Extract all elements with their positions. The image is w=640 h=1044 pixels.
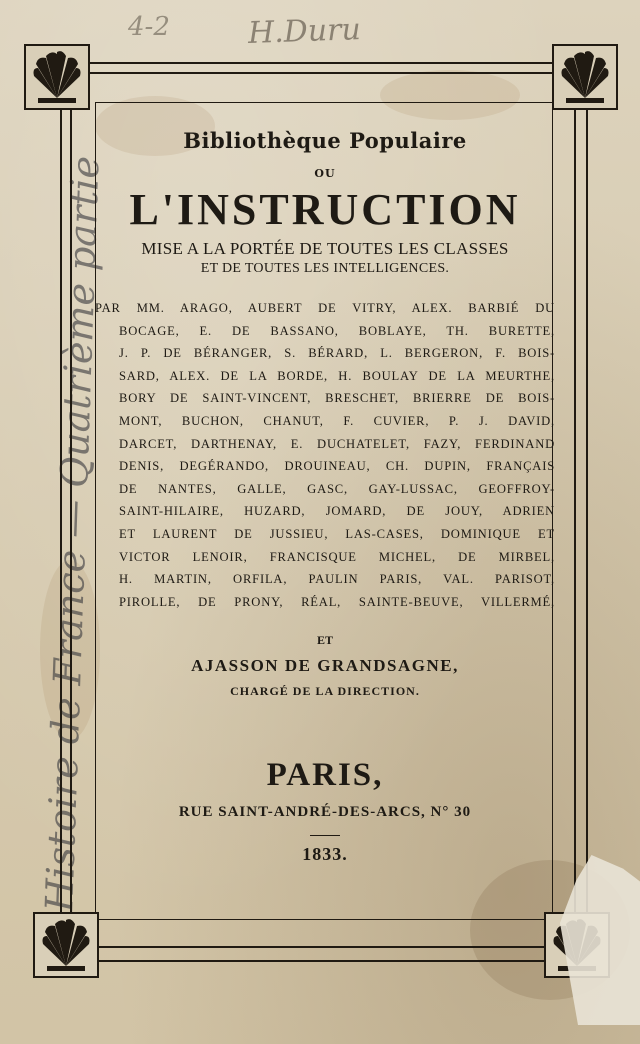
palmette-ornament-icon	[24, 44, 90, 110]
border-rule	[70, 62, 72, 960]
imprint-city: PARIS,	[266, 757, 384, 794]
imprint-address: RUE SAINT-ANDRÉ-DES-ARCS, N° 30	[178, 804, 472, 821]
handwritten-signature: H.Duru	[247, 12, 362, 51]
handwritten-shelfmark: 4-2	[128, 12, 170, 42]
palmette-ornament-icon	[33, 912, 99, 978]
author-line: PAR MM. ARAGO, AUBERT DE VITRY, ALEX. BARBIÉ DU	[95, 301, 555, 315]
subtitle-line-2: ET DE TOUTES LES INTELLIGENCES.	[200, 261, 450, 276]
border-rule	[574, 62, 576, 960]
author-line: J. P. DE BÉRANGER, S. BÉRARD, L. BERGERON, F. BOIS-	[119, 346, 555, 361]
divider-rule	[310, 835, 340, 836]
subtitle-line-1: MISE A LA PORTÉE DE TOUTES LES CLASSES	[141, 239, 509, 258]
conjunction: OU	[314, 167, 336, 180]
author-line: SAINT-HILAIRE, HUZARD, JOMARD, DE JOUY, ADRIEN	[119, 504, 555, 519]
author-line: VICTOR LENOIR, FRANCISQUE MICHEL, DE MIRBEL,	[119, 549, 555, 564]
author-line: H. MARTIN, ORFILA, PAULIN PARIS, VAL. PARISOT,	[119, 572, 555, 587]
author-line: BORY DE SAINT-VINCENT, BRESCHET, BRIERRE DE BOIS-	[119, 391, 555, 406]
author-line: BOCAGE, E. DE BASSANO, BOBLAYE, TH. BURETTE,	[119, 323, 555, 338]
series-title: Bibliothèque Populaire	[183, 128, 467, 153]
author-line: DARCET, DARTHENAY, E. DUCHATELET, FAZY, FERDINAND	[119, 436, 555, 451]
border-rule	[60, 72, 586, 74]
author-line: DE NANTES, GALLE, GASC, GAY-LUSSAC, GEOFFROY-	[119, 481, 555, 496]
title-block	[95, 110, 555, 865]
director-name: AJASSON DE GRANDSAGNE,	[191, 656, 459, 676]
border-rule	[60, 946, 586, 948]
imprint-year: 1833.	[302, 844, 348, 865]
author-line: DENIS, DEGÉRANDO, DROUINEAU, CH. DUPIN, FRANÇAIS	[119, 459, 555, 474]
palmette-ornament-icon	[552, 44, 618, 110]
author-line: MONT, BUCHON, CHANUT, F. CUVIER, P. J. DAVID,	[119, 413, 555, 428]
main-title: L'INSTRUCTION	[129, 185, 521, 234]
conjunction-et: ET	[316, 633, 333, 648]
director-role: CHARGÉ DE LA DIRECTION.	[230, 684, 420, 699]
author-list	[95, 297, 555, 613]
author-line: ET LAURENT DE JUSSIEU, LAS-CASES, DOMINIQUE ET	[119, 526, 555, 541]
author-line: PIROLLE, DE PRONY, RÉAL, SAINTE-BEUVE, VILLERMÉ,	[119, 594, 555, 609]
handwritten-margin-note: Histoire de France — Quatrième partie	[37, 155, 108, 913]
author-line: SARD, ALEX. DE LA BORDE, H. BOULAY DE LA MEURTHE,	[119, 368, 555, 383]
